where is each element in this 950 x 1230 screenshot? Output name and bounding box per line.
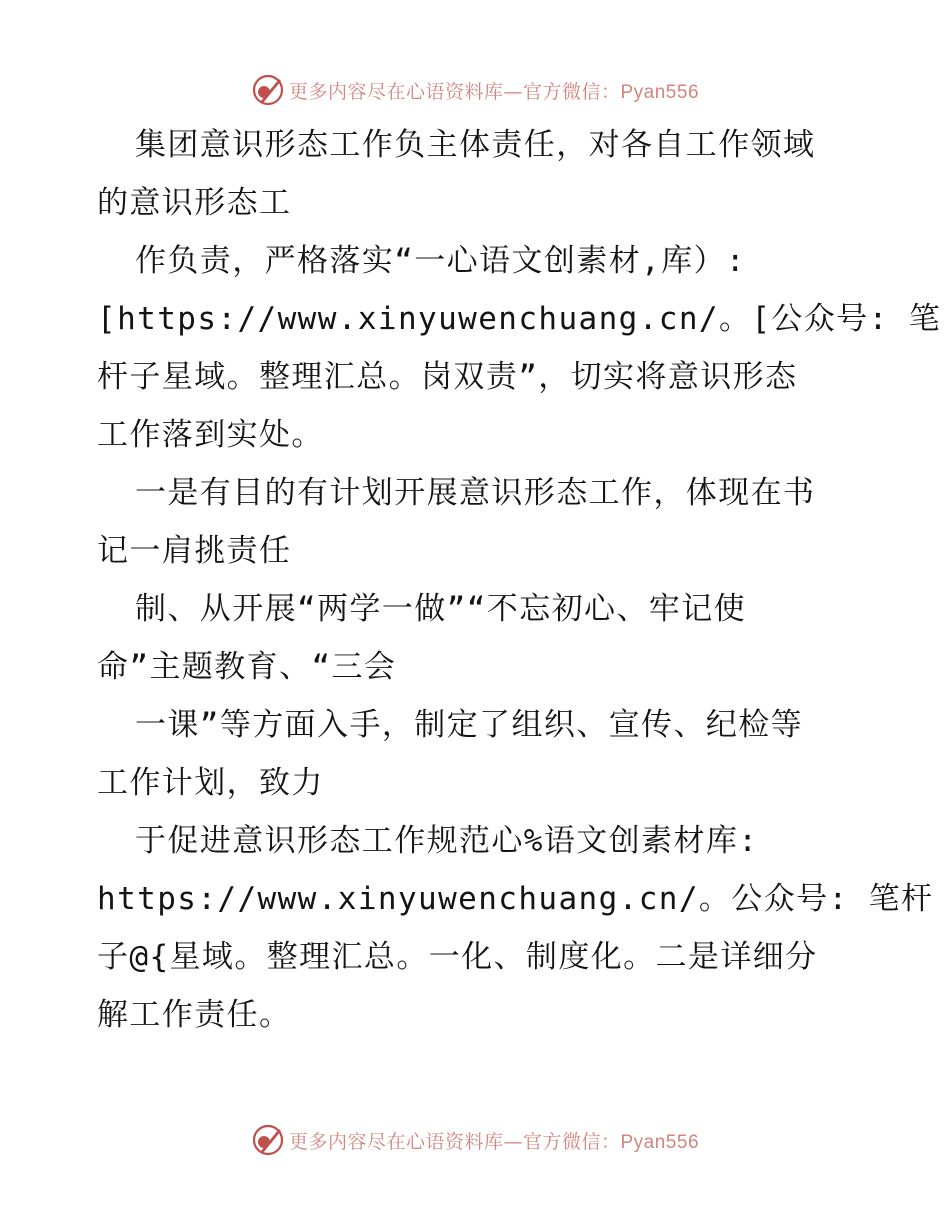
- quill-logo-icon: [251, 1123, 285, 1157]
- body-text-line: 杆子星域。整理汇总。岗双责”，切实将意识形态: [97, 359, 798, 395]
- body-text-line: 工作落到实处。: [97, 417, 324, 453]
- banner-text: 更多内容尽在心语资料库—官方微信：: [288, 1130, 621, 1153]
- body-text-line: 作负责，严格落实“一心语文创素材,库）:: [135, 243, 746, 279]
- body-text-line: 一是有目的有计划开展意识形态工作，体现在书: [135, 475, 816, 511]
- body-text-line: 集团意识形态工作负主体责任，对各自工作领域: [135, 127, 816, 163]
- body-text-line: 一课”等方面入手，制定了组织、宣传、纪检等: [135, 707, 804, 743]
- body-text-line: 工作计划，致力: [97, 765, 324, 801]
- banner-wechat-id: Pyan556: [620, 1131, 700, 1153]
- quill-logo-icon: [251, 73, 285, 107]
- banner-wechat-id: Pyan556: [620, 81, 700, 103]
- body-text-line: 子@{星域。整理汇总。一化、制度化。二是详细分: [97, 939, 818, 975]
- body-text-line: 命”主题教育、“三会: [97, 649, 397, 685]
- header-watermark-banner: [0, 72, 950, 108]
- body-text-line: 于促进意识形态工作规范心%语文创素材库:: [135, 823, 759, 859]
- banner-text: 更多内容尽在心语资料库—官方微信：: [288, 80, 621, 103]
- body-text-line: 记一肩挑责任: [97, 533, 292, 569]
- footer-watermark-banner: [0, 1122, 950, 1158]
- body-text-line: 解工作责任。: [97, 997, 292, 1033]
- body-text-line: 制、从开展“两学一做”“不忘初心、牢记使: [135, 591, 746, 627]
- body-text-line: [https://www.xinyuwenchuang.cn/。[公众号: 笔: [97, 301, 942, 337]
- body-text-line: 的意识形态工: [97, 185, 292, 221]
- document-body: [97, 116, 942, 1044]
- body-text-line: https://www.xinyuwenchuang.cn/。公众号: 笔杆: [97, 881, 934, 917]
